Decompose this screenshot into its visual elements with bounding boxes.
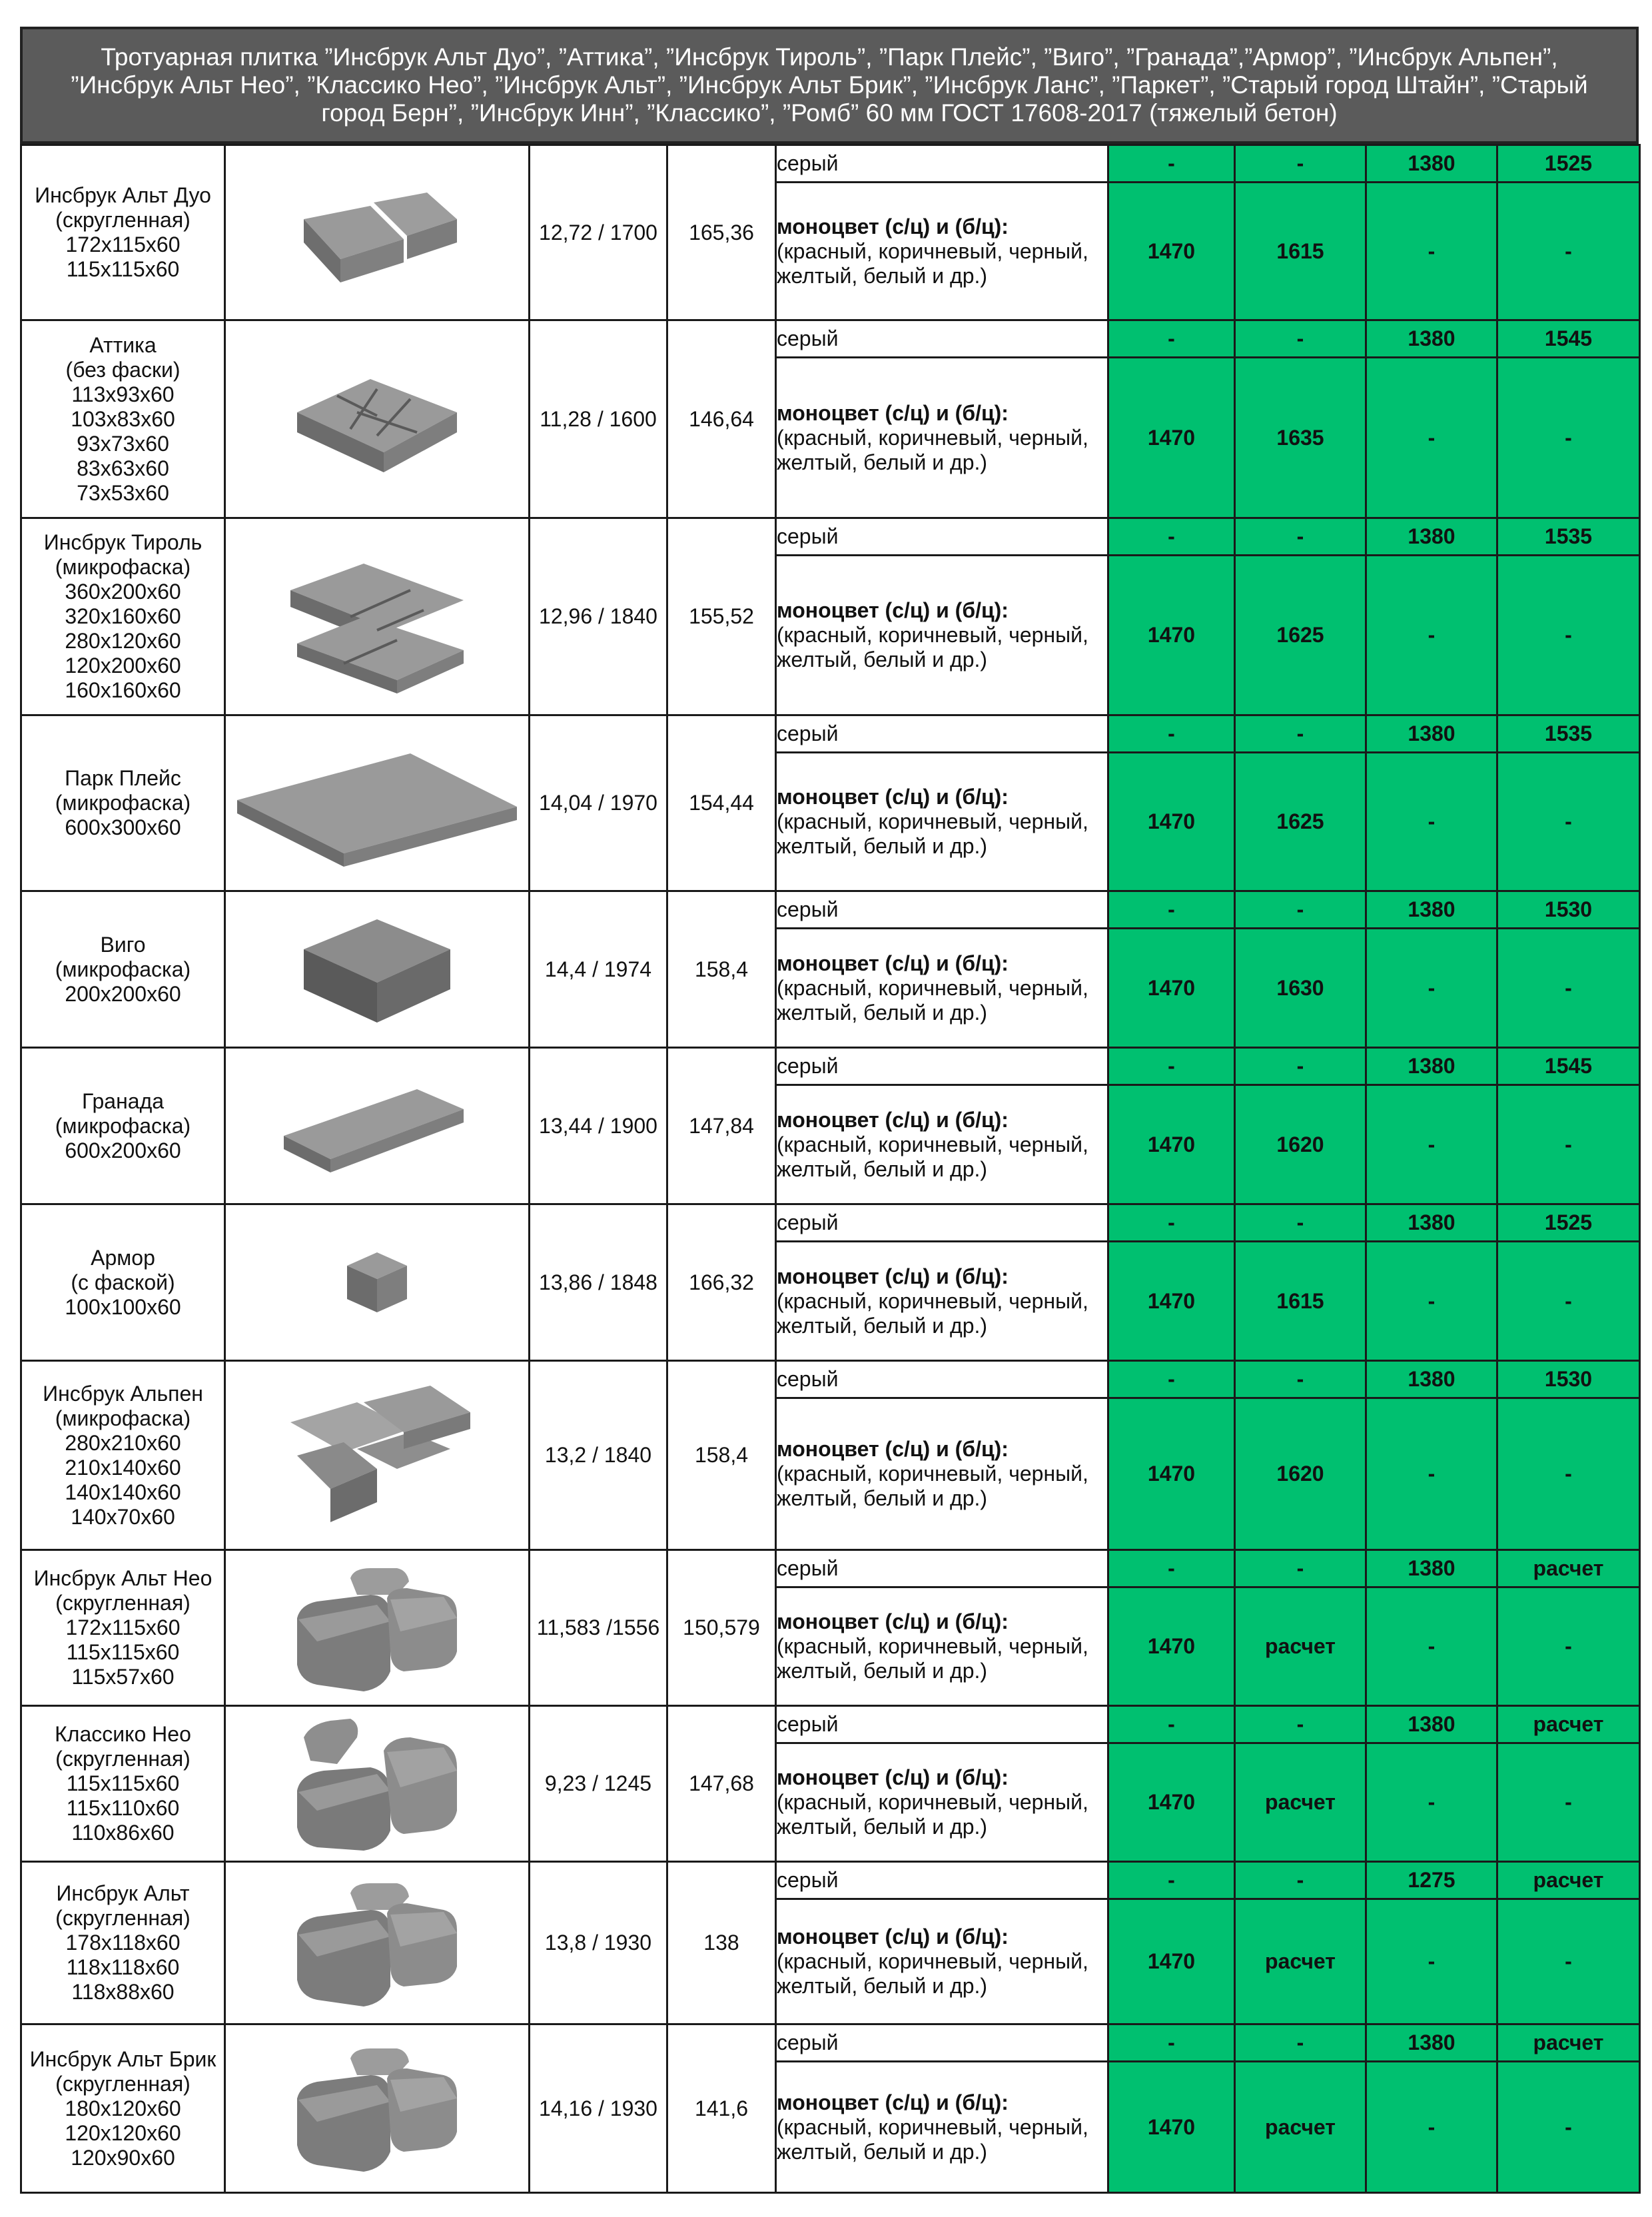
product-name-line: Гранада bbox=[81, 1089, 165, 1113]
square-paver-icon bbox=[226, 909, 528, 1029]
product-name-line: 115x57x60 bbox=[71, 1665, 175, 1689]
product-name-cell bbox=[21, 715, 225, 891]
product-name-line: 113x93x60 bbox=[71, 382, 175, 406]
product-name-line: 180x120x60 bbox=[65, 2096, 181, 2120]
price-cell: - bbox=[1366, 556, 1497, 715]
price-cell: 1470 bbox=[1108, 753, 1235, 891]
mono-label-colors: (красный, коричневый, черный, желтый, белый и др.) bbox=[777, 623, 1088, 671]
price-cell: 1380 bbox=[1366, 715, 1497, 753]
pallet-area-cell: 138 bbox=[667, 1862, 776, 2024]
product-name-line: 172x115x60 bbox=[65, 232, 181, 256]
product-name-line: Аттика bbox=[89, 332, 157, 357]
mono-label-colors: (красный, коричневый, черный, желтый, белый и др.) bbox=[777, 1132, 1088, 1181]
product-name-line: Инсбрук Альпен bbox=[43, 1381, 203, 1406]
mono-label-bold: моноцвет (с/ц) и (б/ц): bbox=[777, 214, 1009, 238]
weight-cell: 12,72 / 1700 bbox=[530, 145, 667, 320]
color-grey-label: серый bbox=[776, 2024, 1108, 2062]
price-cell: 1545 bbox=[1497, 1048, 1640, 1085]
price-cell: расчет bbox=[1497, 2024, 1640, 2062]
product-image-cell bbox=[225, 320, 530, 518]
price-cell: 1380 bbox=[1366, 1550, 1497, 1587]
product-name-line: 280x120x60 bbox=[65, 629, 181, 653]
price-cell: - bbox=[1366, 1085, 1497, 1204]
product-name-line: (скругленная) bbox=[55, 1591, 191, 1615]
product-name-line: 100x100x60 bbox=[65, 1294, 181, 1319]
price-cell: - bbox=[1108, 1550, 1235, 1587]
price-table bbox=[20, 144, 1641, 2194]
color-mono-label bbox=[776, 1242, 1108, 1361]
irregular-paver-set-icon bbox=[226, 339, 528, 499]
price-cell: 1630 bbox=[1235, 929, 1366, 1048]
product-name-line: 160x160x60 bbox=[65, 678, 181, 702]
product-name-line: (скругленная) bbox=[55, 1747, 191, 1771]
price-cell: - bbox=[1366, 1743, 1497, 1862]
price-cell: - bbox=[1235, 1361, 1366, 1398]
price-cell: 1470 bbox=[1108, 556, 1235, 715]
table-row bbox=[21, 1550, 1640, 1587]
color-grey-label: серый bbox=[776, 1862, 1108, 1899]
price-cell: 1470 bbox=[1108, 929, 1235, 1048]
price-cell: расчет bbox=[1235, 1899, 1366, 2024]
price-cell: - bbox=[1366, 1899, 1497, 2024]
product-name-line: 118x88x60 bbox=[71, 1980, 175, 2004]
product-name-line: 83x63x60 bbox=[77, 456, 169, 480]
product-name-line: 280x210x60 bbox=[65, 1430, 181, 1455]
product-name-cell bbox=[21, 1204, 225, 1361]
mono-label-bold: моноцвет (с/ц) и (б/ц): bbox=[777, 1437, 1009, 1461]
mono-label-bold: моноцвет (с/ц) и (б/ц): bbox=[777, 400, 1009, 425]
three-rounded-pavers-icon bbox=[226, 1873, 528, 2013]
price-cell: 1470 bbox=[1108, 358, 1235, 518]
product-name-line: 115x115x60 bbox=[66, 1771, 180, 1795]
weight-cell: 14,04 / 1970 bbox=[530, 715, 667, 891]
pallet-area-cell: 150,579 bbox=[667, 1550, 776, 1706]
price-cell: расчет bbox=[1235, 1743, 1366, 1862]
price-cell: 1535 bbox=[1497, 518, 1640, 556]
color-mono-label bbox=[776, 1085, 1108, 1204]
table-row bbox=[21, 891, 1640, 929]
product-name-line: (микрофаска) bbox=[55, 1406, 191, 1430]
price-cell: - bbox=[1108, 1204, 1235, 1242]
product-image-cell bbox=[225, 2024, 530, 2193]
price-cell: 1470 bbox=[1108, 1398, 1235, 1550]
pallet-area-cell: 166,32 bbox=[667, 1204, 776, 1361]
product-name-line: Парк Плейс bbox=[65, 766, 181, 790]
mono-label-colors: (красный, коричневый, черный, желтый, белый и др.) bbox=[777, 1462, 1088, 1510]
color-grey-label: серый bbox=[776, 320, 1108, 358]
mono-label-colors: (красный, коричневый, черный, желтый, белый и др.) bbox=[777, 1790, 1088, 1839]
product-image-cell bbox=[225, 1550, 530, 1706]
price-cell: - bbox=[1235, 2024, 1366, 2062]
product-image-cell bbox=[225, 1204, 530, 1361]
product-name-line: 600x200x60 bbox=[65, 1138, 181, 1162]
color-grey-label: серый bbox=[776, 891, 1108, 929]
price-cell: расчет bbox=[1497, 1706, 1640, 1743]
mono-label-bold: моноцвет (с/ц) и (б/ц): bbox=[777, 2090, 1009, 2114]
price-cell: - bbox=[1108, 320, 1235, 358]
mono-label-colors: (красный, коричневый, черный, желтый, белый и др.) bbox=[777, 975, 1088, 1025]
product-name-line: (микрофаска) bbox=[55, 555, 191, 579]
color-mono-label bbox=[776, 1398, 1108, 1550]
mono-label-bold: моноцвет (с/ц) и (б/ц): bbox=[777, 598, 1009, 622]
table-row bbox=[21, 1048, 1640, 1085]
pallet-area-cell: 165,36 bbox=[667, 145, 776, 320]
pallet-area-cell: 141,6 bbox=[667, 2024, 776, 2193]
product-name-line: 115x110x60 bbox=[66, 1796, 180, 1820]
product-name-cell bbox=[21, 518, 225, 715]
product-name-line: 600x300x60 bbox=[65, 815, 181, 839]
small-cube-paver-icon bbox=[226, 1242, 528, 1322]
price-cell: расчет bbox=[1235, 1587, 1366, 1706]
table-row bbox=[21, 715, 1640, 753]
price-cell: - bbox=[1497, 929, 1640, 1048]
product-name-line: 172x115x60 bbox=[65, 1615, 181, 1639]
color-mono-label bbox=[776, 2062, 1108, 2193]
pallet-area-cell: 146,64 bbox=[667, 320, 776, 518]
pallet-area-cell: 147,68 bbox=[667, 1706, 776, 1862]
price-cell: 1470 bbox=[1108, 1587, 1235, 1706]
product-name-line: (микрофаска) bbox=[55, 1113, 191, 1138]
price-cell: - bbox=[1108, 1862, 1235, 1899]
pallet-area-cell: 158,4 bbox=[667, 1361, 776, 1550]
product-name-line: 140x70x60 bbox=[71, 1504, 175, 1529]
price-cell: - bbox=[1497, 183, 1640, 320]
weight-cell: 13,86 / 1848 bbox=[530, 1204, 667, 1361]
color-grey-label: серый bbox=[776, 1550, 1108, 1587]
color-grey-label: серый bbox=[776, 1361, 1108, 1398]
weight-cell: 13,44 / 1900 bbox=[530, 1048, 667, 1204]
product-name-cell bbox=[21, 1550, 225, 1706]
mono-label-colors: (красный, коричневый, черный, желтый, белый и др.) bbox=[777, 1288, 1088, 1338]
mono-label-colors: (красный, коричневый, черный, желтый, белый и др.) bbox=[777, 425, 1088, 474]
product-name-line: Виго bbox=[100, 932, 146, 957]
color-grey-label: серый bbox=[776, 518, 1108, 556]
price-cell: - bbox=[1108, 145, 1235, 183]
product-name-line: (скругленная) bbox=[55, 208, 191, 232]
product-name-line: 103x83x60 bbox=[71, 406, 175, 431]
price-cell: - bbox=[1235, 518, 1366, 556]
weight-cell: 13,8 / 1930 bbox=[530, 1862, 667, 2024]
price-cell: 1620 bbox=[1235, 1398, 1366, 1550]
pallet-area-cell: 155,52 bbox=[667, 518, 776, 715]
price-cell: 1380 bbox=[1366, 1048, 1497, 1085]
price-cell: - bbox=[1366, 358, 1497, 518]
price-cell: 1615 bbox=[1235, 183, 1366, 320]
price-cell: 1380 bbox=[1366, 2024, 1497, 2062]
product-name-cell bbox=[21, 1706, 225, 1862]
product-name-line: 200x200x60 bbox=[65, 981, 181, 1006]
price-cell: 1525 bbox=[1497, 1204, 1640, 1242]
pallet-area-cell: 147,84 bbox=[667, 1048, 776, 1204]
color-mono-label bbox=[776, 753, 1108, 891]
mono-label-bold: моноцвет (с/ц) и (б/ц): bbox=[777, 1609, 1009, 1633]
price-cell: 1380 bbox=[1366, 1204, 1497, 1242]
price-cell: 1545 bbox=[1497, 320, 1640, 358]
product-name-line: 110x86x60 bbox=[71, 1821, 175, 1845]
price-cell: - bbox=[1497, 1242, 1640, 1361]
price-cell: 1470 bbox=[1108, 2062, 1235, 2193]
price-cell: 1535 bbox=[1497, 715, 1640, 753]
product-name-line: Армор bbox=[91, 1245, 155, 1270]
product-name-line: 320x160x60 bbox=[65, 604, 181, 628]
product-name-line: 140x140x60 bbox=[65, 1480, 181, 1504]
price-cell: 1470 bbox=[1108, 1743, 1235, 1862]
price-cell: - bbox=[1366, 1398, 1497, 1550]
price-cell: 1470 bbox=[1108, 1242, 1235, 1361]
product-name-line: 118x118x60 bbox=[66, 1955, 180, 1979]
price-cell: - bbox=[1235, 1550, 1366, 1587]
weight-cell: 14,4 / 1974 bbox=[530, 891, 667, 1048]
price-cell: - bbox=[1366, 753, 1497, 891]
product-name-line: 115x115x60 bbox=[66, 257, 180, 281]
price-cell: - bbox=[1108, 518, 1235, 556]
product-name-cell bbox=[21, 891, 225, 1048]
price-cell: - bbox=[1235, 891, 1366, 929]
price-cell: - bbox=[1366, 183, 1497, 320]
price-cell: - bbox=[1235, 1204, 1366, 1242]
price-cell: - bbox=[1235, 145, 1366, 183]
color-grey-label: серый bbox=[776, 145, 1108, 183]
product-name-line: 115x115x60 bbox=[66, 1640, 180, 1664]
price-cell: 1625 bbox=[1235, 753, 1366, 891]
product-name-line: (без фаски) bbox=[65, 357, 181, 382]
product-name-line: 73x53x60 bbox=[77, 480, 169, 505]
product-name-line: 360x200x60 bbox=[65, 580, 181, 604]
product-image-cell bbox=[225, 145, 530, 320]
color-mono-label bbox=[776, 183, 1108, 320]
mono-label-bold: моноцвет (с/ц) и (б/ц): bbox=[777, 1765, 1009, 1789]
product-name-line: Инсбрук Альт Нео bbox=[33, 1566, 212, 1590]
header-banner bbox=[20, 27, 1639, 144]
pallet-area-cell: 154,44 bbox=[667, 715, 776, 891]
weight-cell: 13,2 / 1840 bbox=[530, 1361, 667, 1550]
product-name-line: Инсбрук Альт Брик bbox=[29, 2046, 216, 2071]
color-grey-label: серый bbox=[776, 715, 1108, 753]
price-cell: расчет bbox=[1497, 1862, 1640, 1899]
price-cell: - bbox=[1497, 1743, 1640, 1862]
price-cell: 1380 bbox=[1366, 145, 1497, 183]
price-cell: - bbox=[1366, 1587, 1497, 1706]
product-image-cell bbox=[225, 1706, 530, 1862]
weight-cell: 12,96 / 1840 bbox=[530, 518, 667, 715]
pallet-area-cell: 158,4 bbox=[667, 891, 776, 1048]
price-cell: 1530 bbox=[1497, 1361, 1640, 1398]
price-cell: 1620 bbox=[1235, 1085, 1366, 1204]
color-mono-label bbox=[776, 1743, 1108, 1862]
product-name-line: (с фаской) bbox=[71, 1270, 175, 1294]
product-name-cell bbox=[21, 320, 225, 518]
product-name-line: 93x73x60 bbox=[77, 431, 169, 456]
price-cell: 1380 bbox=[1366, 518, 1497, 556]
mixed-paver-set-icon bbox=[226, 1382, 528, 1529]
product-name-line: (скругленная) bbox=[55, 2071, 191, 2096]
price-cell: - bbox=[1497, 753, 1640, 891]
price-cell: - bbox=[1108, 715, 1235, 753]
table-row bbox=[21, 1204, 1640, 1242]
product-image-cell bbox=[225, 518, 530, 715]
table-row bbox=[21, 518, 1640, 556]
mono-label-bold: моноцвет (с/ц) и (б/ц): bbox=[777, 785, 1009, 809]
price-cell: - bbox=[1366, 929, 1497, 1048]
color-mono-label bbox=[776, 1587, 1108, 1706]
table-row bbox=[21, 1706, 1640, 1743]
price-cell: 1625 bbox=[1235, 556, 1366, 715]
color-grey-label: серый bbox=[776, 1048, 1108, 1085]
price-cell: 1530 bbox=[1497, 891, 1640, 929]
price-cell: расчет bbox=[1497, 1550, 1640, 1587]
price-cell: 1380 bbox=[1366, 320, 1497, 358]
two-rounded-pavers-icon bbox=[226, 166, 528, 299]
price-cell: - bbox=[1108, 1361, 1235, 1398]
color-grey-label: серый bbox=[776, 1706, 1108, 1743]
long-plank-paver-icon bbox=[226, 1076, 528, 1176]
product-name-line: 120x120x60 bbox=[65, 2120, 181, 2145]
price-cell: 1380 bbox=[1366, 891, 1497, 929]
price-cell: 1470 bbox=[1108, 183, 1235, 320]
rectangular-paver-set-icon bbox=[226, 537, 528, 697]
product-name-line: Инсбрук Альт bbox=[56, 1881, 190, 1905]
product-name-line: 178x118x60 bbox=[65, 1931, 181, 1955]
product-image-cell bbox=[225, 1048, 530, 1204]
table-row bbox=[21, 1862, 1640, 1899]
price-cell: 1275 bbox=[1366, 1862, 1497, 1899]
price-cell: - bbox=[1235, 320, 1366, 358]
price-cell: 1525 bbox=[1497, 145, 1640, 183]
product-name-line: 120x200x60 bbox=[65, 654, 181, 677]
mono-label-colors: (красный, коричневый, черный, желтый, белый и др.) bbox=[777, 2114, 1088, 2164]
color-mono-label bbox=[776, 358, 1108, 518]
price-cell: - bbox=[1366, 1242, 1497, 1361]
color-mono-label bbox=[776, 929, 1108, 1048]
table-row bbox=[21, 320, 1640, 358]
price-cell: - bbox=[1108, 2024, 1235, 2062]
price-cell: - bbox=[1235, 1706, 1366, 1743]
three-rounded-pavers-icon bbox=[226, 1558, 528, 1698]
price-cell: - bbox=[1108, 1706, 1235, 1743]
mono-label-colors: (красный, коричневый, черный, желтый, белый и др.) bbox=[777, 1949, 1088, 1998]
mono-label-bold: моноцвет (с/ц) и (б/ц): bbox=[777, 951, 1009, 975]
price-cell: - bbox=[1366, 2062, 1497, 2193]
large-slab-icon bbox=[226, 740, 528, 867]
product-image-cell bbox=[225, 1361, 530, 1550]
price-cell: расчет bbox=[1235, 2062, 1366, 2193]
price-cell: - bbox=[1497, 1587, 1640, 1706]
product-name-line: Инсбрук Альт Дуо bbox=[35, 183, 211, 207]
price-cell: - bbox=[1497, 1398, 1640, 1550]
product-name-line: 120x90x60 bbox=[71, 2145, 175, 2170]
product-name-cell bbox=[21, 1862, 225, 2024]
product-name-cell bbox=[21, 2024, 225, 2193]
price-cell: - bbox=[1108, 1048, 1235, 1085]
price-cell: 1380 bbox=[1366, 1361, 1497, 1398]
classic-rounded-pavers-icon bbox=[226, 1711, 528, 1857]
product-image-cell bbox=[225, 715, 530, 891]
price-cell: 1615 bbox=[1235, 1242, 1366, 1361]
price-cell: - bbox=[1235, 1048, 1366, 1085]
color-mono-label bbox=[776, 556, 1108, 715]
product-name-cell bbox=[21, 1048, 225, 1204]
weight-cell: 11,28 / 1600 bbox=[530, 320, 667, 518]
color-mono-label bbox=[776, 1899, 1108, 2024]
price-cell: 1635 bbox=[1235, 358, 1366, 518]
price-cell: - bbox=[1497, 358, 1640, 518]
table-row bbox=[21, 1361, 1640, 1398]
weight-cell: 11,583 /1556 bbox=[530, 1550, 667, 1706]
price-cell: - bbox=[1497, 1085, 1640, 1204]
product-name-line: Инсбрук Тироль bbox=[43, 530, 203, 554]
price-cell: - bbox=[1497, 2062, 1640, 2193]
mono-label-colors: (красный, коричневый, черный, желтый, белый и др.) bbox=[777, 1634, 1088, 1683]
color-grey-label: серый bbox=[776, 1204, 1108, 1242]
product-name-cell bbox=[21, 1361, 225, 1550]
price-cell: - bbox=[1497, 1899, 1640, 2024]
mono-label-bold: моноцвет (с/ц) и (б/ц): bbox=[777, 1264, 1009, 1288]
product-name-line: 210x140x60 bbox=[65, 1455, 181, 1480]
price-table-body bbox=[21, 145, 1640, 2193]
price-cell: - bbox=[1497, 556, 1640, 715]
product-name-line: (микрофаска) bbox=[55, 957, 191, 981]
price-cell: 1470 bbox=[1108, 1085, 1235, 1204]
mono-label-bold: моноцвет (с/ц) и (б/ц): bbox=[777, 1925, 1009, 1949]
price-cell: 1380 bbox=[1366, 1706, 1497, 1743]
price-cell: - bbox=[1108, 891, 1235, 929]
mono-label-colors: (красный, коричневый, черный, желтый, белый и др.) bbox=[777, 809, 1088, 858]
weight-cell: 9,23 / 1245 bbox=[530, 1706, 667, 1862]
product-image-cell bbox=[225, 891, 530, 1048]
product-name-cell bbox=[21, 145, 225, 320]
three-rounded-pavers-icon bbox=[226, 2038, 528, 2178]
table-row bbox=[21, 145, 1640, 183]
product-name-line: (скругленная) bbox=[55, 1906, 191, 1930]
page-title: Тротуарная плитка ”Инсбрук Альт Дуо”, ”Аттика”, ”Инсбрук Тироль”, ”Парк Плейс”, ”Виго”, ”Гранада”,”Армор”, ”Инсбрук Альпен”, ”Инсбрук Альт Нео”, ”Классико Нео”, ”Инсбрук Альт”, ”Инсбрук Альт Брик”, ”Инсбрук Ланс”, ”Паркет”, ”Старый город Штайн”, ”Старый город Берн”, ”Инсбрук Инн”, ”Классико”, ”Ромб” 60 мм ГОСТ 17608-2017 (тяжелый бетон) bbox=[71, 43, 1588, 127]
weight-cell: 14,16 / 1930 bbox=[530, 2024, 667, 2193]
product-name-line: Классико Нео bbox=[55, 1722, 191, 1746]
mono-label-colors: (красный, коричневый, черный, желтый, белый и др.) bbox=[777, 238, 1088, 288]
mono-label-bold: моноцвет (с/ц) и (б/ц): bbox=[777, 1107, 1009, 1132]
table-row bbox=[21, 2024, 1640, 2062]
price-cell: - bbox=[1235, 715, 1366, 753]
price-cell: 1470 bbox=[1108, 1899, 1235, 2024]
product-name-line: (микрофаска) bbox=[55, 791, 191, 815]
price-cell: - bbox=[1235, 1862, 1366, 1899]
product-image-cell bbox=[225, 1862, 530, 2024]
